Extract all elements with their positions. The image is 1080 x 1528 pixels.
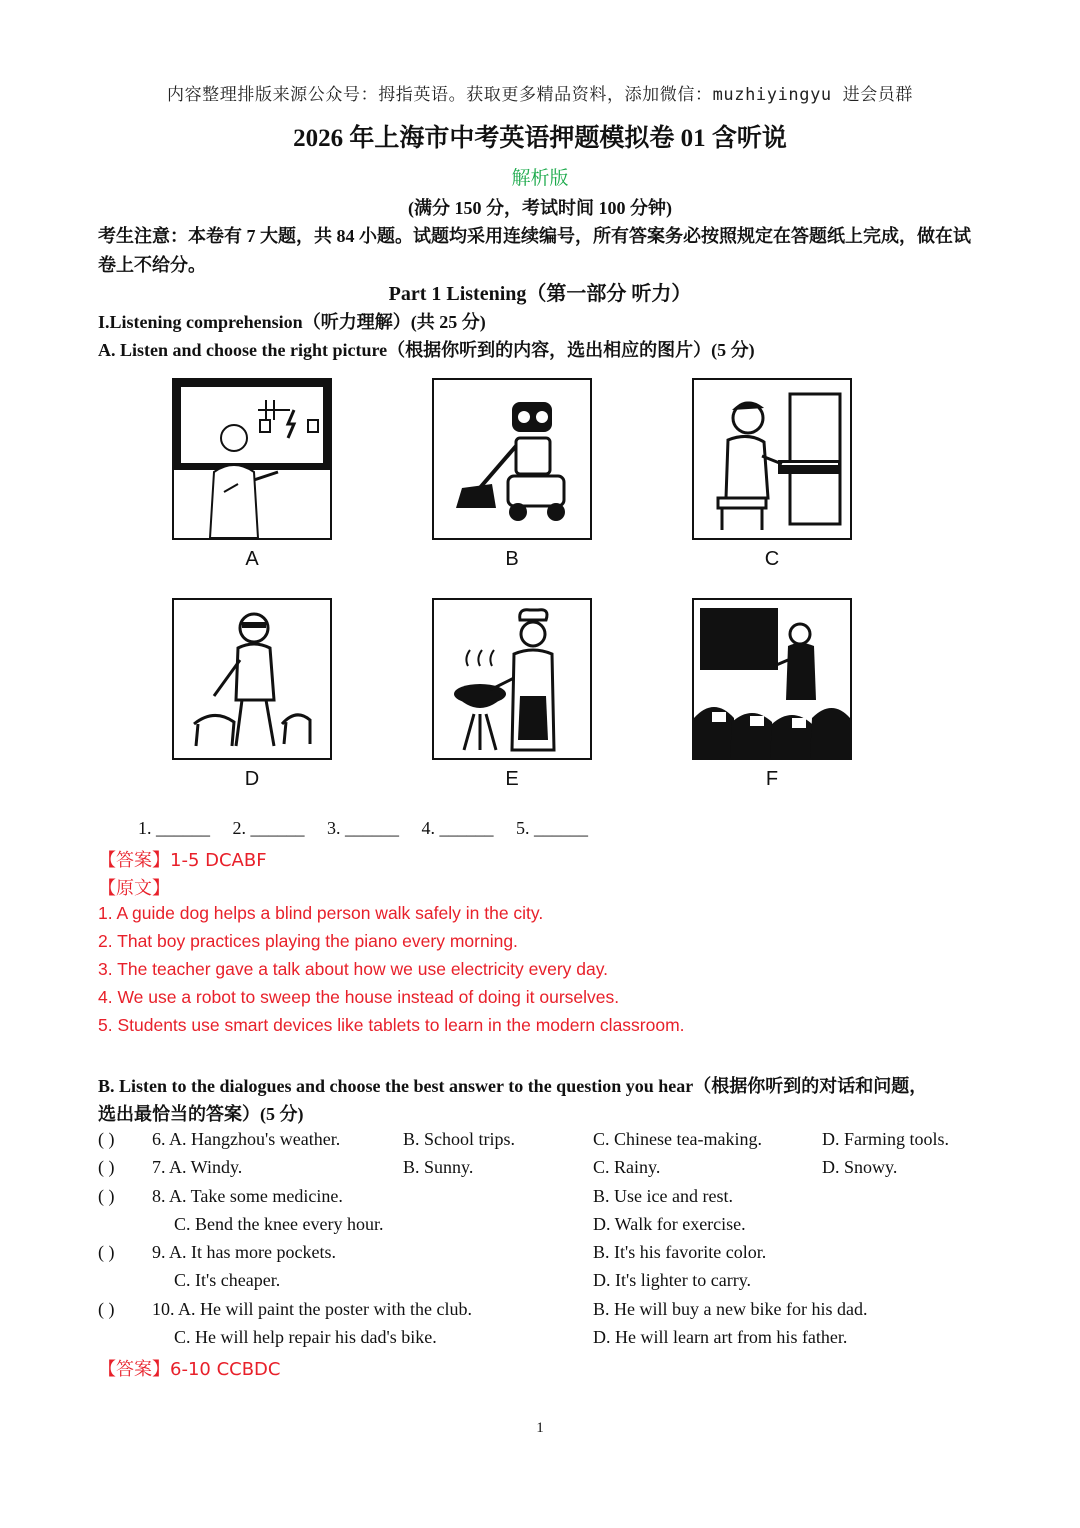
picture-label: E <box>505 768 519 790</box>
question-10-option-a: 10. A. He will paint the poster with the club. <box>152 1299 472 1319</box>
question-6-option-d: D. Farming tools. <box>822 1129 950 1149</box>
question-6-option-c: C. Chinese tea-making. <box>593 1129 762 1149</box>
question-8-option-c: C. Bend the knee every hour. <box>174 1214 384 1234</box>
answer-key-a: 【答案】1-5 DCABF <box>98 850 267 871</box>
question-9-option-c: C. It's cheaper. <box>174 1270 281 1290</box>
question-7-option-d: D. Snowy. <box>822 1157 898 1177</box>
boy-piano-icon <box>694 380 850 538</box>
answer-blanks <box>138 818 606 839</box>
section-listening-comprehension: I.Listening comprehension（听力理解）(共 25 分) <box>98 312 486 332</box>
chef-barbecue-icon <box>434 600 590 758</box>
section-b-title: B. Listen to the dialogues and choose the best answer to the question you hear（根据你听到的对话和问题， <box>98 1076 928 1096</box>
question-6-option-b: B. School trips. <box>403 1129 516 1149</box>
script-line: 5. Students use smart devices like tablets to learn in the modern classroom. <box>98 1015 685 1035</box>
question-10-option-b: B. He will buy a new bike for his dad. <box>593 1299 868 1319</box>
question-10-option-c: C. He will help repair his dad's bike. <box>174 1327 437 1347</box>
question-7-option-c: C. Rainy. <box>593 1157 661 1177</box>
picture-f <box>692 598 852 791</box>
script-line: 3. The teacher gave a talk about how we use electricity every day. <box>98 959 609 979</box>
edition-subtitle: 解析版 <box>511 167 569 189</box>
question-paren[interactable]: ( ) <box>98 1242 115 1262</box>
blank-2[interactable]: 2. ______ <box>232 818 305 838</box>
question-7-option-b: B. Sunny. <box>403 1157 474 1177</box>
script-line: 4. We use a robot to sweep the house instead of doing it ourselves. <box>98 987 620 1007</box>
picture-d <box>172 598 332 791</box>
teacher-electricity-icon <box>174 380 330 538</box>
robot-sweeping-icon <box>434 380 590 538</box>
blind-person-guide-dog-icon <box>174 600 330 758</box>
question-paren[interactable]: ( ) <box>98 1129 115 1149</box>
picture-label: B <box>505 548 519 570</box>
question-7-option-a: 7. A. Windy. <box>152 1157 243 1177</box>
picture-e <box>432 598 592 791</box>
page-title: 2026 年上海市中考英语押题模拟卷 01 含听说 <box>293 125 787 152</box>
question-paren[interactable]: ( ) <box>98 1157 115 1177</box>
blank-3[interactable]: 3. ______ <box>327 818 399 838</box>
script-line: 2. That boy practices playing the piano every morning. <box>98 931 518 951</box>
part1-title: Part 1 Listening（第一部分 听力） <box>388 283 692 305</box>
score-time-info: (满分 150 分，考试时间 100 分钟) <box>408 198 672 218</box>
picture-label: F <box>765 768 779 790</box>
picture-b <box>432 378 592 571</box>
picture-label: A <box>245 548 259 570</box>
source-header: 内容整理排版来源公众号：拇指英语。获取更多精品资料，添加微信：muzhiyingyu 进会员群 <box>166 85 914 105</box>
picture-c <box>692 378 852 571</box>
question-8-option-d: D. Walk for exercise. <box>593 1214 746 1234</box>
question-10-option-d: D. He will learn art from his father. <box>593 1327 848 1347</box>
question-6-option-a: 6. A. Hangzhou's weather. <box>152 1129 341 1149</box>
question-paren[interactable]: ( ) <box>98 1186 115 1206</box>
script-line: 1. A guide dog helps a blind person walk safely in the city. <box>98 903 544 923</box>
classroom-tablets-icon <box>694 600 850 758</box>
question-9-option-b: B. It's his favorite color. <box>593 1242 767 1262</box>
section-b-title-cont: 选出最恰当的答案）(5 分) <box>98 1104 304 1124</box>
section-a-title: A. Listen and choose the right picture（根据你听到的内容，选出相应的图片）(5 分) <box>98 340 755 360</box>
question-8-option-b: B. Use ice and rest. <box>593 1186 733 1206</box>
picture-grid <box>110 368 860 808</box>
picture-a <box>172 378 332 571</box>
question-paren[interactable]: ( ) <box>98 1299 115 1319</box>
exam-notice: 考生注意：本卷有 7 大题，共 84 小题。试题均采用连续编号，所有答案务必按照规定在答题纸上完成，做在试卷上不给分。 <box>98 226 971 275</box>
blank-4[interactable]: 4. ______ <box>421 818 494 838</box>
blank-1[interactable]: 1. ______ <box>138 818 210 838</box>
question-9-option-d: D. It's lighter to carry. <box>593 1270 752 1290</box>
page-number: 1 <box>536 1420 544 1436</box>
picture-label: C <box>764 548 780 570</box>
picture-label: D <box>244 768 260 790</box>
question-8-option-a: 8. A. Take some medicine. <box>152 1186 343 1206</box>
script-label: 【原文】 <box>98 878 170 899</box>
question-9-option-a: 9. A. It has more pockets. <box>152 1242 336 1262</box>
blank-5[interactable]: 5. ______ <box>516 818 588 838</box>
answer-key-b: 【答案】6-10 CCBDC <box>98 1359 281 1380</box>
